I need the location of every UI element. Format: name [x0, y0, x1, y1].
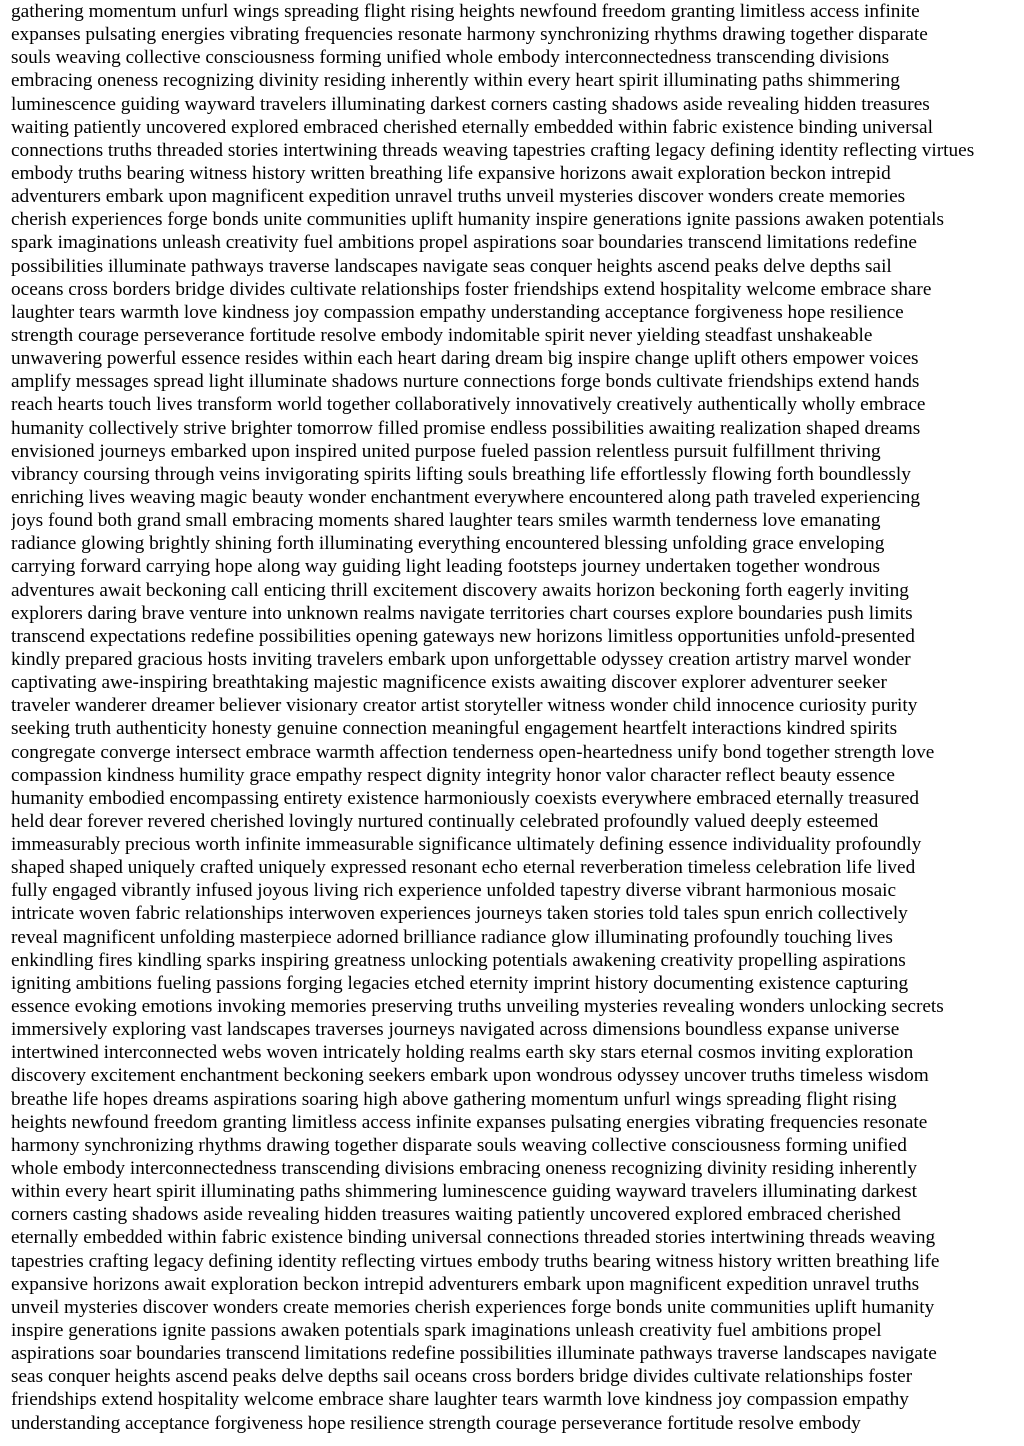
text-line: spark imaginations unleash creativity fuel ambitions propel aspirations soar boundaries transcend limitations redefine: [11, 232, 917, 254]
text-line: understanding acceptance forgiveness hope resilience strength courage perseverance fortitude resolve embody: [11, 1412, 861, 1434]
text-line: traveler wanderer dreamer believer visionary creator artist storyteller witness wonder child innocence curiosity purity: [11, 695, 918, 717]
text-line: discovery excitement enchantment beckoning seekers embark upon wondrous odyssey uncover truths timeless wisdom: [11, 1065, 929, 1087]
text-line: intricate woven fabric relationships interwoven experiences journeys taken stories told tales spun enrich collectively: [11, 903, 908, 925]
text-line: harmony synchronizing rhythms drawing together disparate souls weaving collective consciousness forming unified: [11, 1134, 907, 1156]
text-line: friendships extend hospitality welcome embrace share laughter tears warmth love kindness joy compassion empathy: [11, 1389, 909, 1411]
text-line: vibrancy coursing through veins invigorating spirits lifting souls breathing life effortlessly flowing forth boundlessly: [11, 463, 911, 485]
text-line: kindly prepared gracious hosts inviting travelers embark upon unforgettable odyssey creation artistry marvel wonder: [11, 648, 911, 670]
text-line: enriching lives weaving magic beauty wonder enchantment everywhere encountered along path traveled experiencing: [11, 486, 921, 508]
text-line: compassion kindness humility grace empathy respect dignity integrity honor valor character reflect beauty essence: [11, 764, 895, 786]
body-text: [11, 0, 1014, 1435]
text-line: luminescence guiding wayward travelers illuminating darkest corners casting shadows aside revealing hidden treasures: [11, 93, 930, 115]
text-line: waiting patiently uncovered explored embraced cherished eternally embedded within fabric existence binding universal: [11, 116, 933, 138]
text-line: humanity collectively strive brighter tomorrow filled promise endless possibilities awaiting realization shaped dreams: [11, 417, 921, 439]
text-line: reveal magnificent unfolding masterpiece adorned brilliance radiance glow illuminating profoundly touching lives: [11, 926, 893, 948]
text-line: adventures await beckoning call enticing thrill excitement discovery awaits horizon beckoning forth eagerly inviting: [11, 579, 909, 601]
text-line: captivating awe-inspiring breathtaking majestic magnificence exists awaiting discover explorer adventurer seeker: [11, 672, 887, 694]
text-line: embracing oneness recognizing divinity residing inherently within every heart spirit illuminating paths shimmering: [11, 70, 900, 92]
text-line: strength courage perseverance fortitude resolve embody indomitable spirit never yielding steadfast unshakeable: [11, 324, 873, 346]
text-line: transcend expectations redefine possibilities opening gateways new horizons limitless opportunities unfold-presented: [11, 625, 915, 647]
text-line: laughter tears warmth love kindness joy compassion empathy understanding acceptance forgiveness hope resilience: [11, 301, 904, 323]
text-line: congregate converge intersect embrace warmth affection tenderness open-heartedness unify bond together strength love: [11, 741, 935, 763]
text-line: cherish experiences forge bonds unite communities uplift humanity inspire generations ignite passions awaken potentials: [11, 209, 944, 231]
text-line: immersively exploring vast landscapes traverses journeys navigated across dimensions boundless expanse universe: [11, 1019, 900, 1041]
text-line: possibilities illuminate pathways traverse landscapes navigate seas conquer heights ascend peaks delve depths sail: [11, 255, 892, 277]
text-line: oceans cross borders bridge divides cultivate relationships foster friendships extend hospitality welcome embrace share: [11, 278, 932, 300]
text-line: expansive horizons await exploration beckon intrepid adventurers embark upon magnificent expedition unravel truths: [11, 1273, 920, 1295]
text-line: heights newfound freedom granting limitless access infinite expanses pulsating energies vibrating frequencies resonate: [11, 1111, 928, 1133]
text-line: immeasurably precious worth infinite immeasurable significance ultimately defining essence individuality profoundly: [11, 834, 922, 856]
text-line: humanity embodied encompassing entirety existence harmoniously coexists everywhere embraced eternally treasured: [11, 787, 920, 809]
text-line: inspire generations ignite passions awaken potentials spark imaginations unleash creativity fuel ambitions propel: [11, 1320, 882, 1342]
text-line: intertwined interconnected webs woven intricately holding realms earth sky stars eternal cosmos inviting exploration: [11, 1042, 914, 1064]
text-line: radiance glowing brightly shining forth illuminating everything encountered blessing unfolding grace enveloping: [11, 533, 885, 555]
text-line: amplify messages spread light illuminate shadows nurture connections forge bonds cultivate friendships extend hands: [11, 371, 920, 393]
text-line: held dear forever revered cherished lovingly nurtured continually celebrated profoundly valued deeply esteemed: [11, 810, 879, 832]
text-line: expanses pulsating energies vibrating frequencies resonate harmony synchronizing rhythms drawing together disparate: [11, 24, 928, 46]
text-line: seeking truth authenticity honesty genuine connection meaningful engagement heartfelt interactions kindred spirits: [11, 718, 898, 740]
text-line: connections truths threaded stories intertwining threads weaving tapestries crafting legacy defining identity reflecting virtues: [11, 139, 975, 161]
text-line: adventurers embark upon magnificent expedition unravel truths unveil mysteries discover wonders create memories: [11, 186, 906, 208]
text-line: whole embody interconnectedness transcending divisions embracing oneness recognizing divinity residing inherently: [11, 1158, 917, 1180]
text-line: unveil mysteries discover wonders create memories cherish experiences forge bonds unite communities uplift humanity: [11, 1296, 935, 1318]
text-line: within every heart spirit illuminating paths shimmering luminescence guiding wayward travelers illuminating darkest: [11, 1181, 918, 1203]
text-line: igniting ambitions fueling passions forging legacies etched eternity imprint history documenting existence capturing: [11, 972, 909, 994]
text-line: joys found both grand small embracing moments shared laughter tears smiles warmth tenderness love emanating: [11, 510, 881, 532]
text-line: essence evoking emotions invoking memories preserving truths unveiling mysteries revealing wonders unlocking secrets: [11, 996, 944, 1018]
text-line: breathe life hopes dreams aspirations soaring high above gathering momentum unfurl wings spreading flight rising: [11, 1088, 897, 1110]
text-line: souls weaving collective consciousness forming unified whole embody interconnectedness transcending divisions: [11, 47, 890, 69]
text-line: fully engaged vibrantly infused joyous living rich experience unfolded tapestry diverse vibrant harmonious mosaic: [11, 880, 897, 902]
text-line: eternally embedded within fabric existence binding universal connections threaded stories intertwining threads weaving: [11, 1227, 936, 1249]
text-line: carrying forward carrying hope along way guiding light leading footsteps journey undertaken together wondrous: [11, 556, 881, 578]
text-line: shaped shaped uniquely crafted uniquely expressed resonant echo eternal reverberation timeless celebration life lived: [11, 857, 916, 879]
text-line: enkindling fires kindling sparks inspiring greatness unlocking potentials awakening creativity propelling aspirations: [11, 949, 906, 971]
text-line: aspirations soar boundaries transcend limitations redefine possibilities illuminate pathways traverse landscapes navigate: [11, 1343, 937, 1365]
text-line: gathering momentum unfurl wings spreading flight rising heights newfound freedom granting limitless access infinite: [11, 1, 920, 22]
text-line: reach hearts touch lives transform world together collaboratively innovatively creatively authentically wholly embrace: [11, 394, 926, 416]
text-line: envisioned journeys embarked upon inspired united purpose fueled passion relentless pursuit fulfillment thriving: [11, 440, 881, 462]
text-line: corners casting shadows aside revealing hidden treasures waiting patiently uncovered explored embraced cherished: [11, 1204, 901, 1226]
text-line: unwavering powerful essence resides within each heart daring dream big inspire change uplift others empower voices: [11, 348, 919, 370]
text-line: embody truths bearing witness history written breathing life expansive horizons await exploration beckon intrepid: [11, 162, 891, 184]
text-line: tapestries crafting legacy defining identity reflecting virtues embody truths bearing witness history written breathing life: [11, 1250, 940, 1272]
text-line: explorers daring brave venture into unknown realms navigate territories chart courses explore boundaries push limits: [11, 602, 913, 624]
text-line: seas conquer heights ascend peaks delve depths sail oceans cross borders bridge divides cultivate relationships foster: [11, 1366, 913, 1388]
